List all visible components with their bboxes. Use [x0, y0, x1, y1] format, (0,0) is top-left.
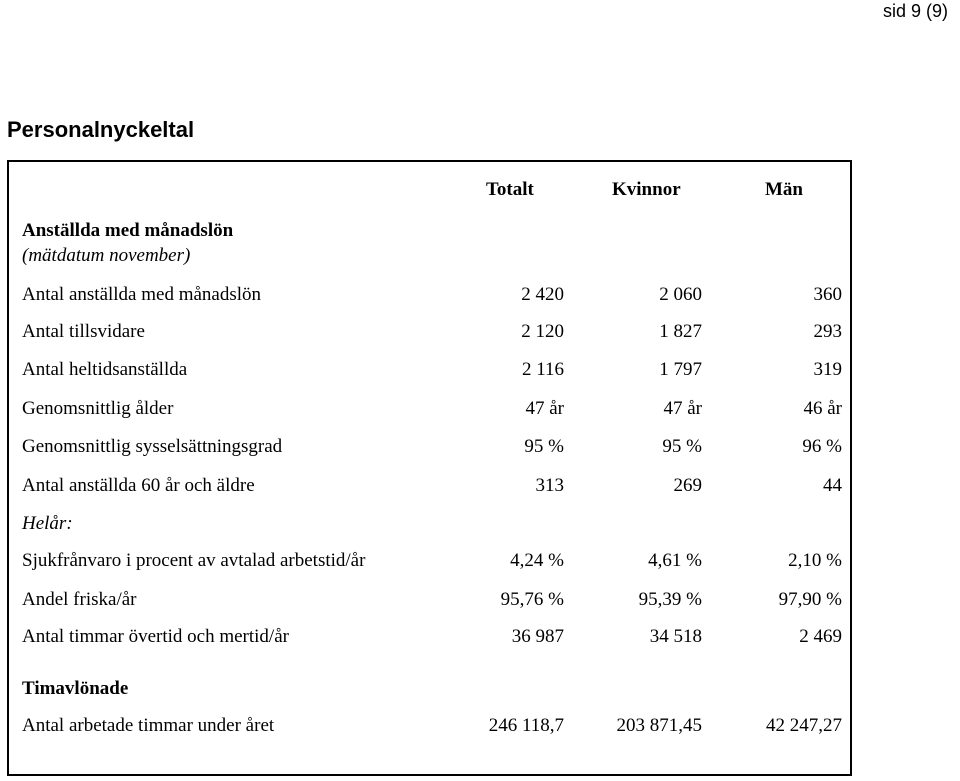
page-title: Personalnyckeltal [7, 117, 195, 142]
row-value-total: 95,76 % [500, 589, 564, 610]
row-value-men: 44 [823, 475, 842, 496]
row-value-men: 319 [813, 359, 842, 380]
row-value-total: 2 420 [521, 284, 564, 305]
row-value-total: 47 år [525, 398, 564, 419]
row-value-men: 360 [813, 284, 842, 305]
row-value-women: 34 518 [649, 626, 702, 647]
row-value-total: 2 120 [521, 321, 564, 342]
row-value-men: 2 469 [799, 626, 842, 647]
row-value-men: 293 [813, 321, 842, 342]
row-label: Andel friska/år [22, 589, 137, 610]
row-label: Antal anställda 60 år och äldre [22, 475, 255, 496]
column-header-women: Kvinnor [612, 179, 681, 200]
row-value-women: 2 060 [659, 284, 702, 305]
row-label: Genomsnittlig ålder [22, 398, 174, 419]
row-label: Genomsnittlig sysselsättningsgrad [22, 436, 283, 457]
page-number: sid 9 (9) [882, 1, 948, 21]
row-value-total: 246 118,7 [488, 715, 564, 736]
row-label: Antal heltidsanställda [22, 359, 188, 380]
row-value-women: 47 år [663, 398, 702, 419]
row-label: Antal timmar övertid och mertid/år [22, 626, 289, 647]
row-value-women: 1 827 [659, 321, 702, 342]
section-subheading-monthly: (mätdatum november) [22, 245, 191, 266]
personnel-key-figures-table [7, 160, 852, 776]
row-value-women: 269 [673, 475, 702, 496]
row-value-men: 2,10 % [788, 550, 842, 571]
section-heading-hourly: Timavlönade [22, 678, 129, 699]
row-value-women: 1 797 [659, 359, 702, 380]
section-heading-fullyear: Helår: [22, 513, 73, 534]
row-value-total: 95 % [524, 436, 564, 457]
row-value-total: 4,24 % [510, 550, 564, 571]
row-label: Antal tillsvidare [22, 321, 145, 342]
section-heading-monthly: Anställda med månadslön [22, 220, 234, 241]
row-value-total: 36 987 [511, 626, 564, 647]
row-value-women: 95 % [662, 436, 702, 457]
row-value-men: 96 % [802, 436, 842, 457]
row-value-men: 46 år [803, 398, 842, 419]
row-value-men: 42 247,27 [766, 715, 842, 736]
row-value-men: 97,90 % [778, 589, 842, 610]
row-value-women: 95,39 % [638, 589, 702, 610]
row-value-total: 2 116 [521, 359, 564, 380]
row-label: Antal arbetade timmar under året [22, 715, 275, 736]
row-value-women: 203 871,45 [616, 715, 702, 736]
row-label: Antal anställda med månadslön [22, 284, 262, 305]
row-value-total: 313 [535, 475, 564, 496]
row-value-women: 4,61 % [648, 550, 702, 571]
row-label: Sjukfrånvaro i procent av avtalad arbetstid/år [22, 550, 366, 571]
column-header-men: Män [765, 179, 803, 200]
column-header-total: Totalt [486, 179, 534, 200]
